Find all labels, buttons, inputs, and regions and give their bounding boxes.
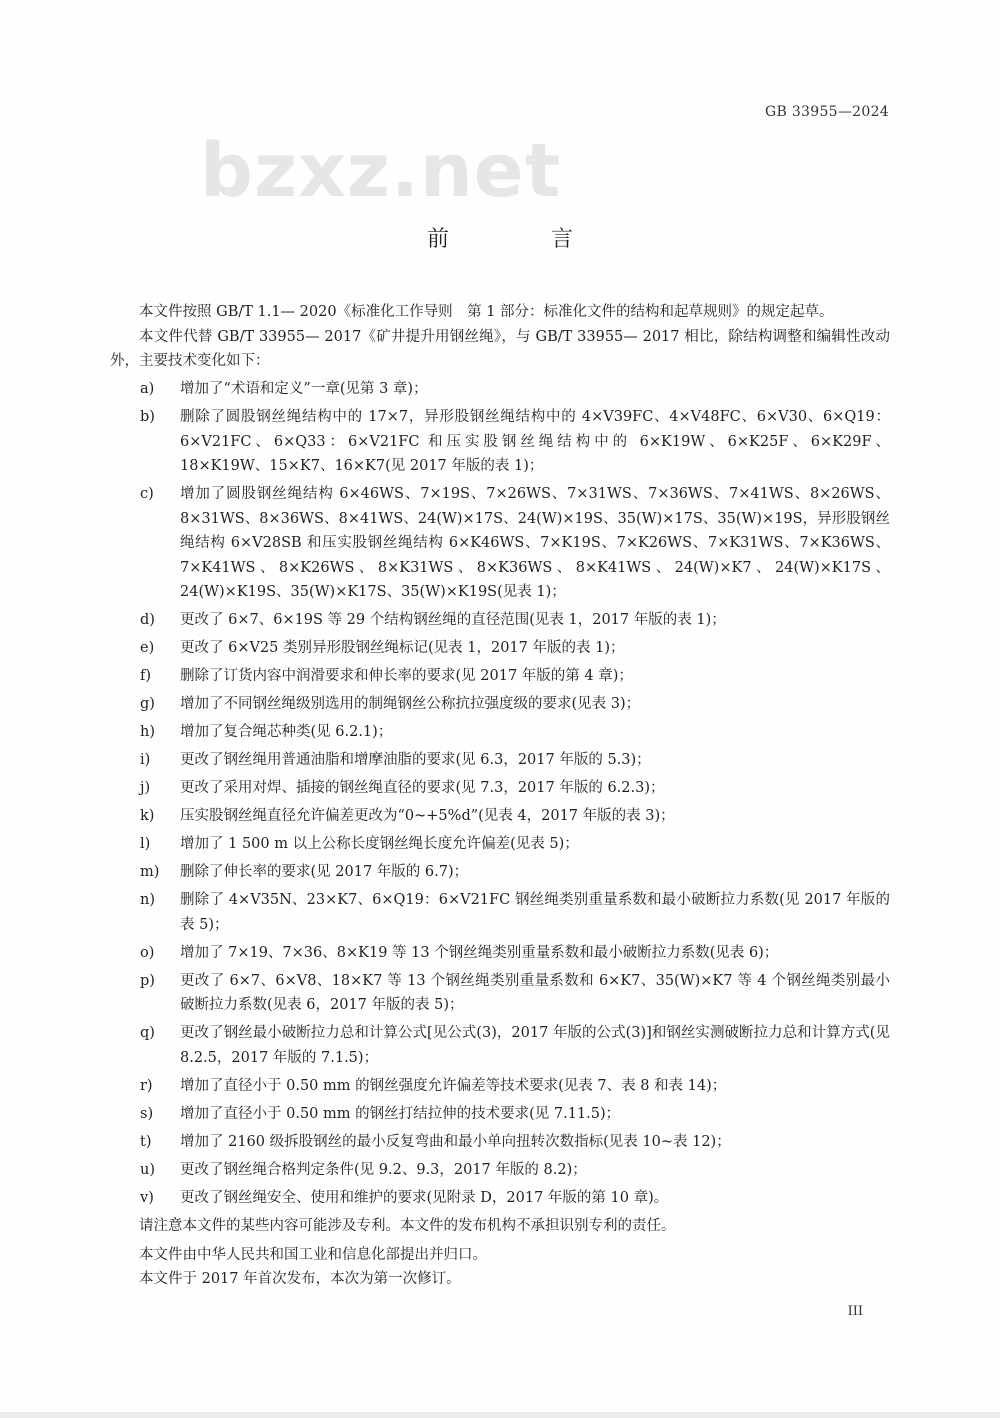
list-item-label: t)	[140, 1133, 152, 1150]
list-item-text: 更改了采用对焊、插接的钢丝绳直径的要求(见 7.3，2017 年版的 6.2.3)；	[180, 780, 665, 796]
list-item-text: 压实股钢丝绳直径允许偏差更改为“0~+5%d”(见表 4，2017 年版的表 3)；	[180, 808, 675, 824]
page-edge-divider	[0, 1412, 1000, 1418]
list-item	[110, 1102, 890, 1127]
list-item-text: 增加了直径小于 0.50 mm 的钢丝打结拉伸的技术要求(见 7.11.5)；	[180, 1105, 621, 1122]
list-item	[110, 377, 890, 402]
paragraph-patent-notice: 请注意本文件的某些内容可能涉及专利。本文件的发布机构不承担识别专利的责任。	[139, 1218, 676, 1234]
list-item-text: 增加了 7×19、7×36、8×K19 等 13 个钢丝绳类别重量系数和最小破断拉力系数(见表 6)；	[180, 944, 779, 961]
preface-body	[110, 300, 890, 1292]
list-item-label: n)	[140, 892, 155, 908]
list-item-text: 删除了 4×V35N、23×K7、6×Q19：6×V21FC 钢丝绳类别重量系数和最小破断拉力系数(见 2017 年版的表 5)；	[180, 892, 890, 933]
list-item-label: r)	[140, 1077, 153, 1094]
list-item	[110, 1130, 890, 1155]
list-item-label: a)	[140, 381, 155, 397]
list-item	[110, 888, 890, 937]
list-item	[110, 1074, 890, 1099]
list-item-text: 更改了钢丝绳合格判定条件(见 9.2、9.3，2017 年版的 8.2)；	[180, 1161, 587, 1178]
list-item-label: v)	[140, 1189, 154, 1206]
list-item-text: 增加了 2160 级拆股钢丝的最小反复弯曲和最小单向扭转次数指标(见表 10~表 12)；	[180, 1133, 731, 1150]
list-item-label: d)	[140, 612, 155, 628]
list-item-label: m)	[140, 864, 160, 880]
list-item-label: q)	[140, 1025, 155, 1041]
list-item	[110, 941, 890, 966]
list-item-label: s)	[140, 1105, 154, 1122]
list-item-label: h)	[140, 724, 155, 740]
list-item-text: 更改了钢丝绳用普通油脂和增摩油脂的要求(见 6.3，2017 年版的 5.3)；	[180, 752, 651, 768]
list-item	[110, 482, 890, 605]
list-item	[110, 692, 890, 717]
list-item	[110, 1021, 890, 1070]
list-item-text: 更改了 6×V25 类别异形股钢丝绳标记(见表 1，2017 年版的表 1)；	[180, 640, 625, 656]
list-item-text: 更改了钢丝绳安全、使用和维护的要求(见附录 D，2017 年版的第 10 章)。	[180, 1189, 669, 1206]
list-item-label: j)	[140, 780, 151, 796]
list-item-label: k)	[140, 808, 155, 824]
list-item	[110, 636, 890, 661]
list-item	[110, 776, 890, 801]
list-item-label: g)	[140, 696, 155, 712]
list-item	[110, 748, 890, 773]
list-item-label: l)	[140, 836, 151, 852]
list-item	[110, 405, 890, 479]
list-item-label: i)	[140, 752, 151, 768]
list-item-text: 更改了 6×7、6×V8、18×K7 等 13 个钢丝绳类别重量系数和 6×K7、35(W)×K7 等 4 个钢丝绳类别最小破断拉力系数(见表 6，2017 年版的表 5)；	[180, 972, 890, 1013]
list-item-text: 增加了复合绳芯种类(见 6.2.1)；	[180, 724, 393, 740]
paragraph-proposer: 本文件由中华人民共和国工业和信息化部提出并归口。	[139, 1246, 487, 1263]
list-item-label: f)	[140, 668, 152, 684]
list-item-label: c)	[140, 486, 154, 502]
list-item-text: 增加了圆股钢丝绳结构 6×46WS、7×19S、7×26WS、7×31WS、7×36WS、7×41WS、8×26WS、8×31WS、8×36WS、8×41WS、24(W)×17S、24(W)×19S、35(W)×17S、35(W)×19S，异形股钢丝绳结构 6×V28SB 和压实股钢丝绳结构 6×K46WS、7×K19S、7×K26WS、7×K31WS、7×K36WS、7×K41WS、8×K26WS、8×K31WS、8×K36WS、8×K41WS、24(W)×K7、24(W)×K17S、24(W)×K19S、35(W)×K17S、35(W)×K19S(见表 1)；	[180, 486, 890, 600]
list-item-text: 更改了 6×7、6×19S 等 29 个结构钢丝绳的直径范围(见表 1，2017 年版的表 1)；	[180, 612, 726, 628]
paragraph-drafting-rules: 本文件按照 GB/T 1.1— 2020《标准化工作导则 第 1 部分：标准化文件的结构和起草规则》的规定起草。	[139, 304, 834, 320]
list-item	[110, 664, 890, 689]
list-item-text: 增加了直径小于 0.50 mm 的钢丝强度允许偏差等技术要求(见表 7、表 8 和表 14)；	[180, 1077, 727, 1094]
list-item-text: 更改了钢丝最小破断拉力总和计算公式[见公式(3)，2017 年版的公式(3)]和钢丝实测破断拉力总和计算方式(见 8.2.5，2017 年版的 7.1.5)；	[180, 1025, 890, 1066]
list-item-text: 删除了订货内容中润滑要求和伸长率的要求(见 2017 年版的第 4 章)；	[180, 668, 633, 684]
page-number: III	[847, 1304, 863, 1319]
paragraph-history: 本文件于 2017 年首次发布，本次为第一次修订。	[139, 1271, 461, 1287]
list-item	[110, 720, 890, 745]
list-item-text: 删除了圆股钢丝绳结构中的 17×7，异形股钢丝绳结构中的 4×V39FC、4×V48FC、6×V30、6×Q19：6×V21FC、6×Q33：6×V21FC 和压实股钢丝绳结构中的 6×K19W、6×K25F、6×K29F、18×K19W、15×K7、16×K7(见 2017 年版的表 1)；	[180, 409, 890, 474]
list-item-label: b)	[140, 409, 155, 425]
list-item-label: p)	[140, 972, 155, 989]
list-item	[110, 1186, 890, 1211]
list-item	[110, 969, 890, 1018]
paragraph-replacement: 本文件代替 GB/T 33955— 2017《矿井提升用钢丝绳》，与 GB/T 33955— 2017 相比，除结构调整和编辑性改动外，主要技术变化如下：	[110, 328, 890, 369]
list-item-text: 增加了 1 500 m 以上公称长度钢丝绳长度允许偏差(见表 5)；	[180, 836, 579, 852]
standard-code: GB 33955—2024	[765, 104, 889, 120]
changes-list	[110, 377, 890, 1210]
list-item	[110, 832, 890, 857]
list-item-label: o)	[140, 944, 155, 961]
list-item	[110, 608, 890, 633]
list-item	[110, 804, 890, 829]
page-title: 前 言	[426, 227, 613, 252]
list-item-label: u)	[140, 1161, 155, 1178]
watermark: bzxz.net	[200, 128, 562, 214]
list-item	[110, 1158, 890, 1183]
list-item-text: 删除了伸长率的要求(见 2017 年版的 6.7)；	[180, 864, 469, 880]
list-item-label: e)	[140, 640, 155, 656]
list-item	[110, 860, 890, 885]
list-item-text: 增加了不同钢丝绳级别选用的制绳钢丝公称抗拉强度级的要求(见表 3)；	[180, 696, 641, 712]
list-item-text: 增加了“术语和定义”一章(见第 3 章)；	[180, 381, 428, 397]
